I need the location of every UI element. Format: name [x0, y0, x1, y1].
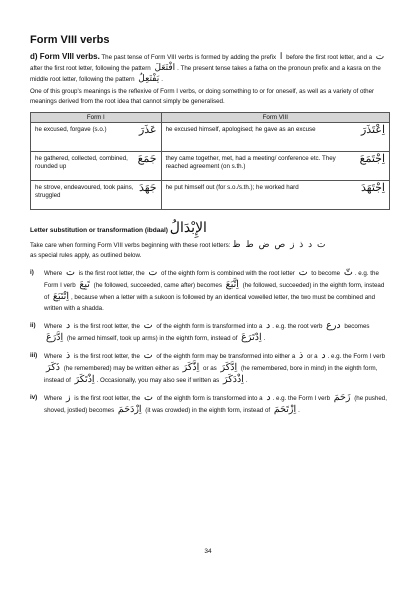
text: . e.g. the Form I verb: [327, 353, 386, 360]
list-item-number: ii): [30, 322, 36, 329]
arabic: ز: [65, 392, 71, 403]
arabic: ت: [143, 350, 153, 361]
text: . e.g. the Form I verb: [272, 395, 332, 402]
arabic: تّ: [343, 267, 353, 278]
text: becomes: [342, 323, 370, 330]
column-header-form-viii: Form VIII: [161, 113, 389, 123]
text: , because when a letter with a sukoon is followed by an identical vowelled letter, the two must be combined and written with a shadda.: [44, 294, 376, 312]
arabic: اِذْدَكَرَ: [222, 374, 244, 385]
list-item-text: [44, 320, 390, 344]
text: (he followed, succeeded, came after) becomes: [91, 282, 224, 289]
text: Where: [44, 270, 64, 277]
arabic-letter: ت: [375, 52, 385, 62]
arabic: اِدْتَرَعَ: [241, 332, 262, 343]
text: . Occasionally, you may also see if written as: [96, 377, 221, 384]
arabic: زَحَمَ: [333, 392, 351, 403]
intro-paragraph: [30, 52, 390, 85]
list-item: [30, 320, 390, 344]
cell-text: he gathered, collected, combined, rounded up: [35, 155, 128, 170]
table-cell: [161, 181, 389, 210]
form-comparison-table: [30, 112, 390, 210]
cell-text: he strove, endeavoured, took pains, struggled: [35, 184, 134, 199]
text: .: [298, 407, 300, 414]
list-item-text: [44, 392, 390, 416]
arabic-prefix: ا: [279, 52, 283, 62]
list-item: [30, 350, 390, 386]
column-header-form-i: Form I: [31, 113, 162, 123]
table-header-row: [31, 113, 390, 123]
text: . The present tense takes a fatha on the pronoun prefix and a kasra on the middle root letter, following the pattern: [30, 65, 381, 83]
arabic: اِدَّكَرَ: [220, 362, 238, 373]
list-item-text: [44, 267, 390, 314]
arabic-pattern-present: يَفْتَعِلُ: [138, 74, 160, 84]
table-cell: [161, 152, 389, 181]
arabic: اِتْتَبَعَ: [52, 291, 69, 302]
arabic: تَبِعَ: [79, 279, 90, 290]
text: .: [263, 335, 266, 342]
arabic-pattern-past: افْتَعَلَ: [154, 63, 176, 73]
text: of the eighth form is transformed into a: [154, 395, 265, 402]
list-item: [30, 267, 390, 314]
text: The past tense of Form VIII verbs is formed by adding the prefix: [99, 54, 278, 61]
text: (it was crowded) in the eighth form, instead of: [143, 407, 272, 414]
text: of the eighth form is combined with the root letter: [159, 270, 297, 277]
cell-arabic: جَهَدَ: [138, 181, 157, 194]
text: (he armed himself, took up arms) in the eighth form, instead of: [65, 335, 240, 342]
cell-arabic: اِجْتَهَدَ: [360, 181, 385, 194]
arabic: اِدَّرَعَ: [46, 332, 64, 343]
table-row: [31, 181, 390, 210]
list-item-number: i): [30, 269, 34, 276]
table-cell: [161, 123, 389, 152]
arabic: ت: [298, 267, 308, 278]
section-title: Form VIII verbs: [30, 34, 110, 46]
text: is the first root letter, the: [76, 270, 147, 277]
arabic: ذَكَرَ: [46, 362, 60, 373]
text: (he pushed, shoved, jostled) becomes: [44, 395, 387, 414]
cell-text: they came together, met, had a meeting/ conference etc. They reached agreement (on s.th.): [165, 155, 336, 170]
text: is the first root letter, the: [72, 353, 142, 360]
arabic: اِذَّكَرَ: [182, 362, 200, 373]
cell-arabic: عَذَرَ: [138, 123, 157, 136]
table-cell: [31, 123, 162, 152]
text: .: [161, 76, 163, 83]
list-item-number: iii): [30, 352, 38, 359]
arabic: ت: [143, 320, 153, 331]
text: (he followed, succeeded) in the eighth form, instead of: [44, 282, 385, 301]
subsection-heading: [30, 220, 390, 236]
intro-letters-paragraph: [30, 240, 390, 261]
table-cell: [31, 181, 162, 210]
text: as special rules apply, as outlined below.: [30, 252, 142, 259]
text: Where: [44, 353, 64, 360]
arabic: ذ: [65, 350, 71, 361]
arabic: ذ: [299, 350, 304, 361]
special-letters: ت د ذ ز ص ض ط ظ: [232, 240, 326, 250]
subsection-heading-text: Letter substitution or transformation (ibdaal): [30, 227, 168, 234]
cell-text: he excused himself, apologised; he gave as an excuse: [165, 126, 316, 133]
arabic: اِزْدَحَمَ: [117, 404, 142, 415]
text: of the eighth form may be transformed into either a: [154, 353, 297, 360]
text: . e.g. the Form I verb: [44, 270, 379, 289]
table-row: [31, 123, 390, 152]
arabic: ت: [65, 267, 75, 278]
text: .: [245, 377, 248, 384]
cell-arabic: اِعْتَذَرَ: [360, 123, 385, 136]
page-number: 34: [204, 548, 212, 555]
text: or a: [305, 353, 320, 360]
table-cell: [31, 152, 162, 181]
page-content: [30, 34, 390, 416]
cell-text: he put himself out (for s.o./s.th.); he worked hard: [165, 184, 299, 191]
cell-arabic: اِجْتَمَعَ: [359, 152, 385, 165]
list-item: [30, 392, 390, 416]
text: Take care when forming Form VIII verbs beginning with these root letters:: [30, 242, 233, 249]
text: (he remembered) may be written either as: [62, 365, 181, 372]
text: (he remembered, bore in mind) in the eighth form, instead of: [44, 365, 378, 384]
table-row: [31, 152, 390, 181]
list-item-text: [44, 350, 390, 386]
arabic: ت: [144, 392, 153, 403]
text: after the first root letter, following the pattern: [30, 65, 153, 72]
text: is the first root letter, the: [72, 395, 143, 402]
cell-text: he excused, forgave (s.o.): [35, 126, 107, 133]
arabic: ت: [148, 267, 158, 278]
text: Where: [44, 395, 64, 402]
text: Where: [44, 323, 64, 330]
text: of the eighth form is transformed into a: [154, 323, 264, 330]
meaning-paragraph: One of this group's meanings is the reflexive of Form I verbs, or doing something to or for oneself, as well as a variety of other meanings derived from the root idea that cannot simply be generalised.: [30, 88, 375, 105]
arabic: اِذْتَكَرَ: [74, 374, 95, 385]
arabic: د: [266, 392, 271, 403]
arabic: د: [321, 350, 326, 361]
arabic: د: [265, 320, 271, 331]
arabic: اِتَّبَعَ: [225, 279, 239, 290]
cell-arabic: جَمَعَ: [137, 152, 157, 165]
text: to become: [309, 270, 342, 277]
text: is the first root letter, the: [72, 323, 142, 330]
text: or as: [201, 365, 219, 372]
subsection-heading-arabic: الإِبْدَالُ: [169, 220, 207, 236]
arabic: درع: [326, 320, 341, 331]
list-item-number: iv): [30, 394, 38, 401]
arabic: د: [65, 320, 71, 331]
text: . e.g. the root verb: [272, 323, 325, 330]
paragraph-lead: d) Form VIII verbs.: [30, 52, 100, 61]
arabic: اِزْتَحَمَ: [273, 404, 297, 415]
text: before the first root letter, and a: [284, 54, 374, 61]
